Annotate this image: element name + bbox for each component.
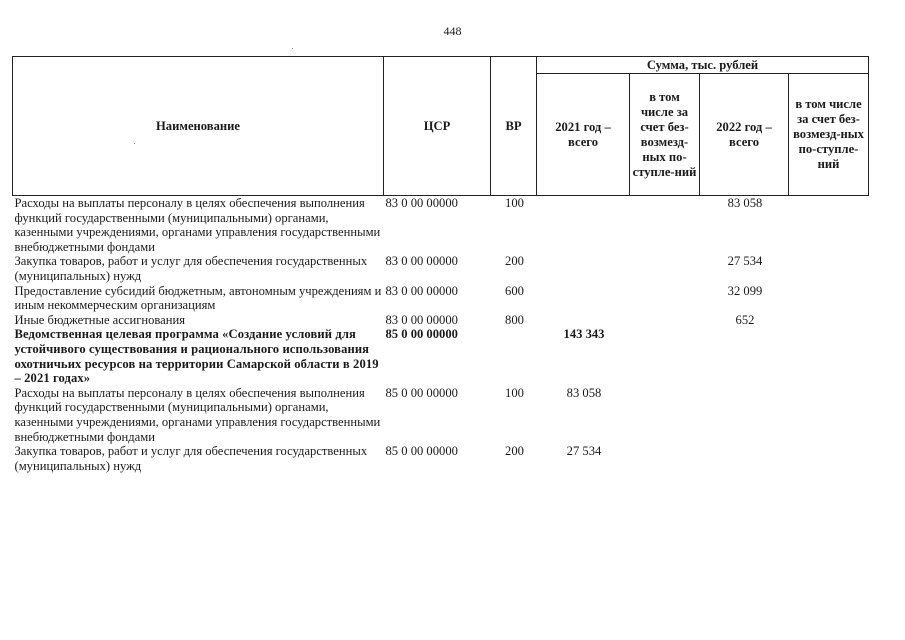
row-2022-free bbox=[789, 386, 869, 444]
row-2022-free bbox=[789, 313, 869, 328]
row-2021-total: 83 058 bbox=[566, 385, 602, 400]
row-2022-total: 83 058 bbox=[727, 196, 763, 210]
scan-speck bbox=[292, 48, 293, 49]
table-row bbox=[13, 196, 869, 255]
row-2022-free bbox=[789, 254, 869, 283]
row-2022-total: 32 099 bbox=[727, 283, 763, 298]
row-2022-total bbox=[700, 386, 789, 444]
budget-table bbox=[12, 56, 869, 473]
row-csr: 83 0 00 00000 bbox=[385, 312, 458, 327]
row-csr: 85 0 00 00000 bbox=[385, 327, 458, 342]
row-2021-total bbox=[537, 284, 630, 313]
row-vr: 200 bbox=[505, 444, 524, 459]
row-vr: 100 bbox=[505, 196, 524, 210]
row-2021-free bbox=[630, 444, 700, 473]
row-2022-free bbox=[789, 284, 869, 313]
table-row bbox=[13, 444, 869, 473]
row-csr: 85 0 00 00000 bbox=[385, 385, 458, 400]
row-vr: 600 bbox=[505, 283, 524, 298]
row-2022-free bbox=[789, 327, 869, 385]
row-csr: 83 0 00 00000 bbox=[385, 283, 458, 298]
header-2021-free: в том числе за счет без-возмезд-ных по-ступле-ний bbox=[630, 74, 700, 196]
table-body bbox=[13, 196, 869, 474]
row-name: Ведомственная целевая программа «Создание условий для устойчивого существования и рационального использования охотничьих ресурсов на территории Самарской области в 2019 – 2021 годах» bbox=[14, 327, 379, 386]
row-2021-free bbox=[630, 196, 700, 255]
table-row bbox=[13, 386, 869, 444]
row-2022-free bbox=[789, 196, 869, 255]
row-2021-total bbox=[537, 313, 630, 328]
row-vr bbox=[491, 327, 537, 385]
row-2021-free bbox=[630, 254, 700, 283]
header-csr: ЦСР bbox=[384, 57, 491, 196]
row-name: Иные бюджетные ассигнования bbox=[14, 312, 186, 327]
table-row bbox=[13, 254, 869, 283]
row-csr: 83 0 00 00000 bbox=[385, 254, 458, 269]
row-2021-free bbox=[630, 313, 700, 328]
row-2022-total bbox=[700, 327, 789, 385]
page-number: 448 bbox=[443, 24, 462, 38]
table-header bbox=[13, 57, 869, 196]
row-vr: 100 bbox=[505, 385, 524, 400]
row-2022-total bbox=[700, 444, 789, 473]
row-2021-free bbox=[630, 386, 700, 444]
row-name: Расходы на выплаты персоналу в целях обеспечения выполнения функций государственными (муниципальными) органами, казенными учреждениями, органами управления государственными внебюджетными фондами bbox=[14, 196, 381, 254]
header-vr: ВР bbox=[491, 57, 537, 196]
row-2021-total bbox=[537, 254, 630, 283]
table-row bbox=[13, 313, 869, 328]
row-csr: 85 0 00 00000 bbox=[385, 444, 458, 459]
row-2022-total: 27 534 bbox=[727, 254, 763, 269]
row-2021-free bbox=[630, 284, 700, 313]
row-vr: 800 bbox=[505, 312, 524, 327]
row-name: Закупка товаров, работ и услуг для обеспечения государственных (муниципальных) нужд bbox=[14, 444, 368, 473]
header-sum-group: Сумма, тыс. рублей bbox=[537, 57, 869, 74]
table-row bbox=[13, 284, 869, 313]
row-2021-total: 27 534 bbox=[566, 444, 602, 459]
row-2022-total: 652 bbox=[735, 312, 755, 327]
row-vr: 200 bbox=[505, 254, 524, 269]
header-2022-total: 2022 год – всего bbox=[700, 74, 789, 196]
row-2021-free bbox=[630, 327, 700, 385]
row-csr: 83 0 00 00000 bbox=[385, 196, 458, 210]
header-2022-free: в том числе за счет без-возмезд-ных по-ступле-ний bbox=[789, 74, 869, 196]
row-2021-total: 143 343 bbox=[563, 327, 605, 342]
table-row-program bbox=[13, 327, 869, 385]
row-2022-free bbox=[789, 444, 869, 473]
row-name: Расходы на выплаты персоналу в целях обеспечения выполнения функций государственными (муниципальными) органами, казенными учреждениями, органами управления государственными внебюджетными фондами bbox=[14, 385, 381, 444]
header-name: Наименование bbox=[13, 57, 384, 196]
row-2021-total bbox=[537, 196, 630, 255]
header-2021-total: 2021 год – всего bbox=[537, 74, 630, 196]
row-name: Предоставление субсидий бюджетным, автономным учреждениям и иным некоммерческим организациям bbox=[14, 283, 382, 313]
row-name: Закупка товаров, работ и услуг для обеспечения государственных (муниципальных) нужд bbox=[14, 254, 368, 283]
